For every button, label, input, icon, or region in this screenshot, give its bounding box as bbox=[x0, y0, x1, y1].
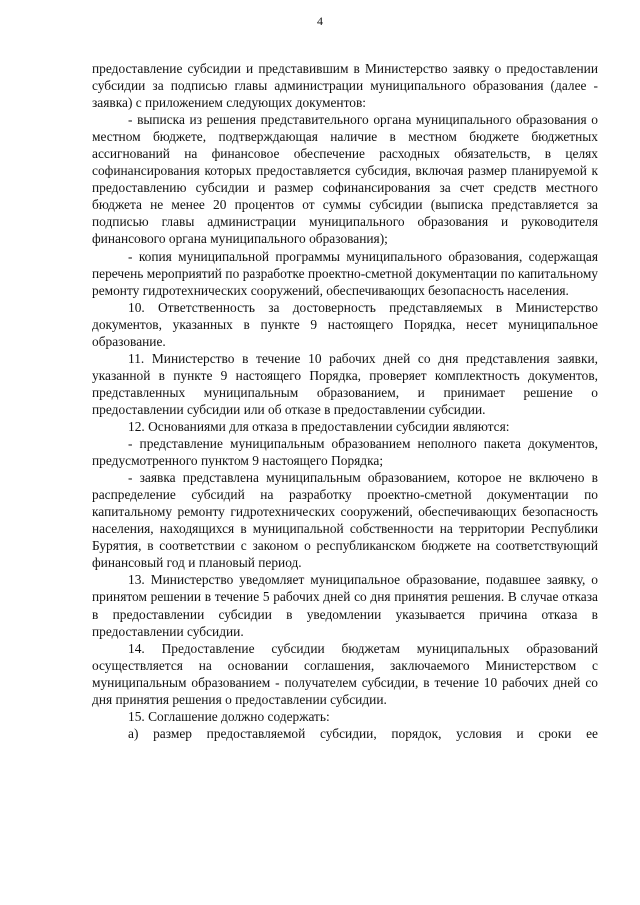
clause-12-item-incomplete-package: - представление муниципальным образованием неполного пакета документов, предусмотренного пунктом 9 настоящего Порядка; bbox=[92, 436, 598, 469]
clause-15-item-a: а) размер предоставляемой субсидии, порядок, условия и сроки ее bbox=[128, 725, 598, 741]
clause-11: 11. Министерство в течение 10 рабочих дней со дня представления заявки, указанной в пункте 9 настоящего Порядка, проверяет комплектность документов, представленных муниципальным образованием, и принимает решение о предоставлении субсидии или об отказе в предоставлении субсидии. bbox=[92, 350, 598, 417]
list-item-program-copy: - копия муниципальной программы муниципального образования, содержащая перечень мероприятий по разработке проектно-сметной документации по капитальному ремонту гидротехнических сооружений, обеспечивающих безопасность населения. bbox=[92, 248, 598, 298]
document-body bbox=[92, 60, 598, 742]
clause-15: 15. Соглашение должно содержать: bbox=[128, 708, 330, 724]
clause-12: 12. Основаниями для отказа в предоставлении субсидии являются: bbox=[128, 418, 510, 434]
page-number: 4 bbox=[317, 14, 323, 28]
clause-14: 14. Предоставление субсидии бюджетам муниципальных образований осуществляется на основании соглашения, заключаемого Министерством с муниципальным образованием - получателем субсидии, в течение 10 рабочих дней со дня принятия решения о предоставлении субсидии. bbox=[92, 640, 598, 707]
clause-13: 13. Министерство уведомляет муниципальное образование, подавшее заявку, о принятом решении в течение 5 рабочих дней со дня принятия решения. В случае отказа в предоставлении субсидии в уведомлении указывается причина отказа в предоставлении субсидии. bbox=[92, 572, 598, 639]
clause-12-item-not-in-distribution: - заявка представлена муниципальным образованием, которое не включено в распределение субсидий на разработку проектно-сметной документации по капитальному ремонту гидротехнических сооружений, обеспечивающих безопасность населения, находящихся в муниципальной собственности на территории Республики Бурятия, в соответствии с законом о республиканском бюджете на соответствующий финансовый год и плановый период. bbox=[92, 470, 598, 571]
list-item-budget-extract: - выписка из решения представительного органа муниципального образования о местном бюджете, подтверждающая наличие в местном бюджете бюджетных ассигнований на финансовое обеспечение расходных обязательств, в целях софинансирования которых предоставляется субсидия, включая размер планируемой к предоставлению субсидии и размер софинансирования за счет средств местного бюджета не менее 20 процентов от суммы субсидии (выписка представляется за подписью главы администрации муниципального образования и руководителя финансового органа муниципального образования); bbox=[92, 112, 598, 247]
paragraph-intro-continuation: предоставление субсидии и представившим в Министерство заявку о предоставлении субсидии за подписью главы администрации муниципального образования (далее - заявка) с приложением следующих документов: bbox=[92, 61, 598, 111]
clause-10: 10. Ответственность за достоверность представляемых в Министерство документов, указанных в пункте 9 настоящего Порядка, несет муниципальное образование. bbox=[92, 299, 598, 349]
